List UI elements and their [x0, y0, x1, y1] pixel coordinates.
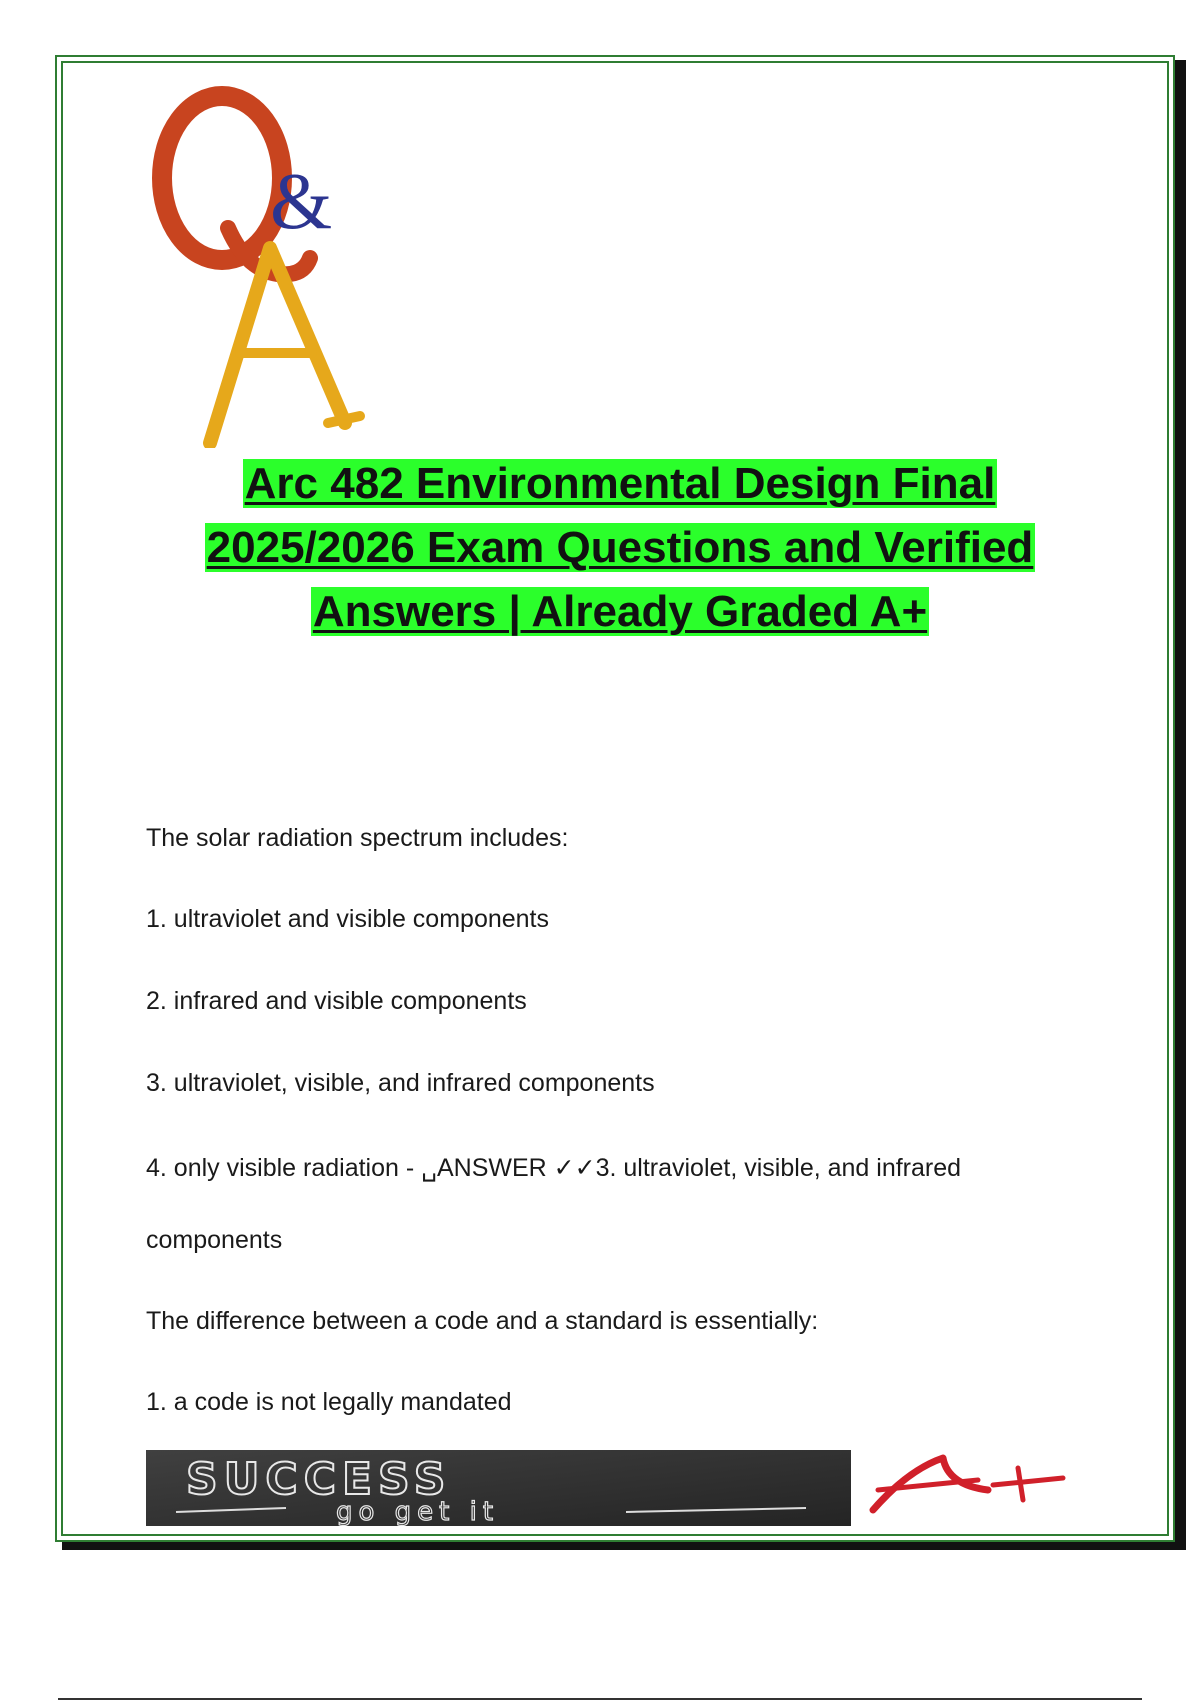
answer-continuation: components	[146, 1226, 283, 1254]
q-and-a-logo-icon	[140, 78, 400, 448]
banner-subtitle: go get it	[336, 1497, 500, 1526]
answer-option-with-key: 4. only visible radiation - ␣ANSWER ✓✓3. ultraviolet, visible, and infrared	[146, 1154, 962, 1182]
answer-option: 3. ultraviolet, visible, and infrared components	[146, 1069, 655, 1097]
svg-text:&: &	[270, 158, 333, 246]
question-text: The solar radiation spectrum includes:	[146, 824, 569, 852]
title-line: Answers | Already Graded A+	[312, 587, 928, 636]
answer-option: 1. ultraviolet and visible components	[146, 905, 550, 933]
title-line: Arc 482 Environmental Design Final	[244, 459, 996, 508]
answer-option: 2. infrared and visible components	[146, 987, 527, 1015]
grade-mark-icon	[868, 1450, 1068, 1530]
success-chalkboard-banner	[146, 1450, 851, 1526]
banner-title: SUCCESS	[186, 1454, 452, 1505]
document-title	[140, 452, 1100, 644]
answer-option: 1. a code is not legally mandated	[146, 1388, 512, 1416]
question-text: The difference between a code and a standard is essentially:	[146, 1307, 819, 1335]
title-line: 2025/2026 Exam Questions and Verified	[206, 523, 1034, 572]
